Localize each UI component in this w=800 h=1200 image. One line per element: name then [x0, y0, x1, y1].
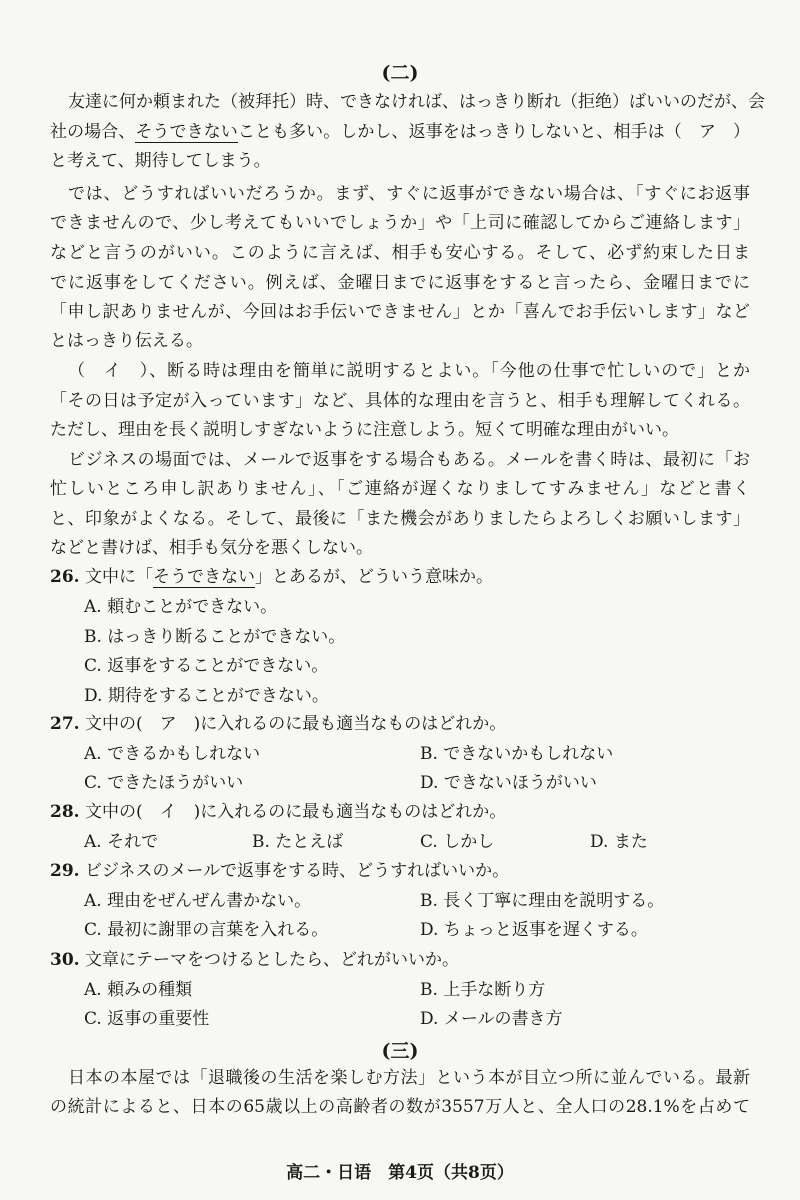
passage-line: と、印象がよくなる。そして、最後に「また機会がありましたらよろしくお願いします」	[50, 509, 750, 529]
underlined-phrase: そうできない	[135, 122, 238, 142]
question-30: 30. 文章にテーマをつけるとしたら、どれがいいか。	[50, 950, 459, 970]
passage-line: などと言うのがいい。このように言えば、相手も安心する。そして、必ず約束した日ま	[50, 243, 750, 263]
passage-line: 社の場合、そうできないことも多い。しかし、返事をはっきりしないと、相手は（ ア ）	[50, 122, 751, 142]
passage-line: でに返事をしてください。例えば、金曜日までに返事をすると言ったら、金曜日までに	[50, 273, 750, 293]
passage-line: ビジネスの場面では、メールで返事をする場合もある。メールを書く時は、最初に「お	[68, 450, 750, 470]
option-29-c[interactable]: C. 最初に謝罪の言葉を入れる。	[84, 920, 329, 940]
passage-line: などと書けば、相手も気分を悪くしない。	[50, 538, 373, 558]
passage-line: の統計によると、日本の65歳以上の高齢者の数が3557万人と、全人口の28.1%を占めて	[50, 1097, 750, 1117]
passage-line: 日本の本屋では「退職後の生活を楽しむ方法」という本が目立つ所に並んでいる。最新	[68, 1068, 750, 1088]
question-26: 26. 文中に「そうできない」とあるが、どういう意味か。	[50, 567, 493, 587]
option-26-a[interactable]: A. 頼むことができない。	[84, 597, 278, 617]
passage-line: 「申し訳ありませんが、今回はお手伝いできません」とか「喜んでお手伝いします」など	[50, 302, 750, 322]
question-27: 27. 文中の( ア )に入れるのに最も適当なものはどれか。	[50, 714, 507, 734]
option-28-b[interactable]: B. たとえば	[252, 832, 344, 852]
option-30-d[interactable]: D. メールの書き方	[420, 1009, 563, 1029]
option-26-d[interactable]: D. 期待をすることができない。	[84, 686, 329, 706]
passage-line: ただし、理由を長く説明しすぎないように注意しよう。短くて明確な理由がいい。	[50, 420, 679, 440]
option-29-b[interactable]: B. 長く丁寧に理由を説明する。	[420, 891, 665, 911]
underlined-phrase: そうできない	[152, 567, 255, 587]
section-title-2: (二)	[381, 62, 419, 84]
question-28: 28. 文中の( イ )に入れるのに最も適当なものはどれか。	[50, 802, 507, 822]
section-title-3: (三)	[381, 1040, 419, 1062]
passage-line: と考えて、期待してしまう。	[50, 151, 271, 171]
option-30-c[interactable]: C. 返事の重要性	[84, 1009, 210, 1029]
passage-line: 忙しいところ申し訳ありません」、「ご連絡が遅くなりましてすみません」などと書く	[50, 479, 750, 499]
passage-line: （ イ ）、断る時は理由を簡単に説明するとよい。「今他の仕事で忙しいので」とか	[68, 361, 750, 381]
passage-line: では、どうすればいいだろうか。まず、すぐに返事ができない場合は、「すぐにお返事	[68, 184, 750, 204]
page-footer: 高二・日语 第4页（共8页）	[286, 1163, 514, 1183]
option-27-d[interactable]: D. できないほうがいい	[420, 773, 597, 793]
option-26-b[interactable]: B. はっきり断ることができない。	[84, 627, 346, 647]
option-28-c[interactable]: C. しかし	[420, 832, 495, 852]
option-29-d[interactable]: D. ちょっと返事を遅くする。	[420, 920, 648, 940]
passage-line: できませんので、少し考えてもいいでしょうか」や「上司に確認してからご連絡します」	[50, 213, 750, 233]
option-30-a[interactable]: A. 頼みの種類	[84, 980, 193, 1000]
option-29-a[interactable]: A. 理由をぜんぜん書かない。	[84, 891, 312, 911]
option-27-b[interactable]: B. できないかもしれない	[420, 744, 614, 764]
option-26-c[interactable]: C. 返事をすることができない。	[84, 656, 329, 676]
option-30-b[interactable]: B. 上手な断り方	[420, 980, 546, 1000]
question-29: 29. ビジネスのメールで返事をする時、どうすればいいか。	[50, 861, 510, 881]
passage-line: とはっきり伝える。	[50, 331, 203, 351]
passage-line: 「その日は予定が入っています」など、具体的な理由を言うと、相手も理解してくれる。	[50, 391, 750, 411]
passage-line: 友達に何か頼まれた（被拜托）時、できなければ、はっきり断れ（拒绝）ばいいのだが、会	[68, 92, 765, 112]
option-28-a[interactable]: A. それで	[84, 832, 159, 852]
option-27-a[interactable]: A. できるかもしれない	[84, 744, 261, 764]
option-27-c[interactable]: C. できたほうがいい	[84, 773, 244, 793]
option-28-d[interactable]: D. また	[590, 832, 648, 852]
